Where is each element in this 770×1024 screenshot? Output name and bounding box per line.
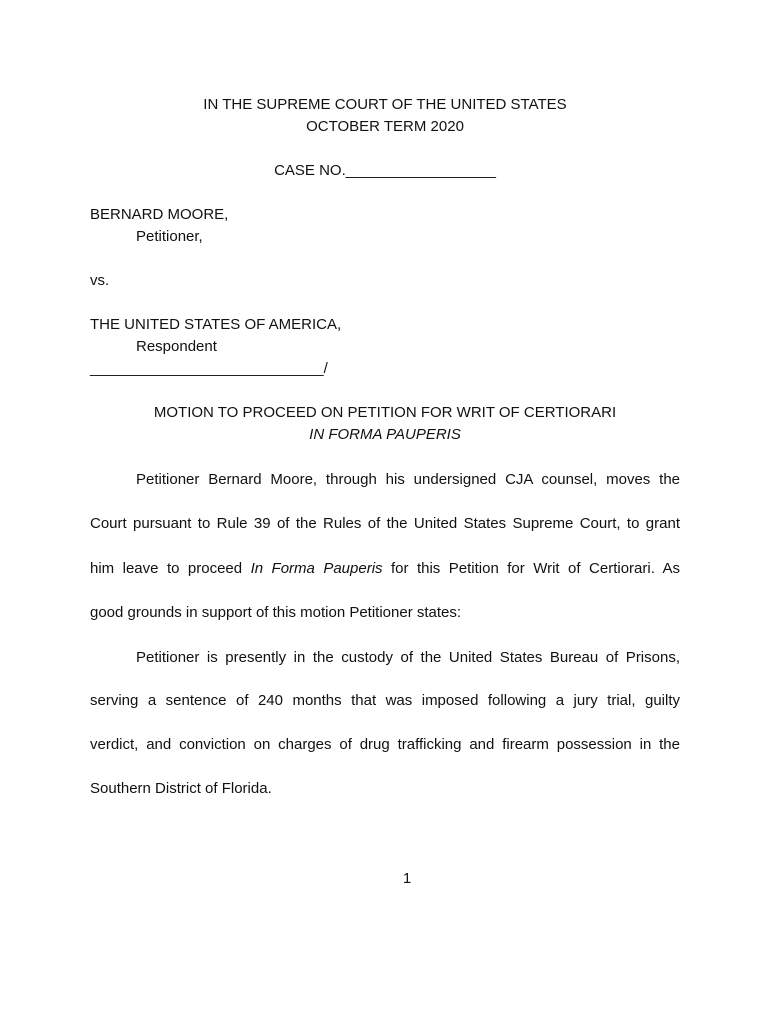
motion-subtitle: IN FORMA PAUPERIS [309,426,461,443]
paragraph-1-line-4: good grounds in support of this motion Petitioner states: [90,604,462,621]
term-heading: OCTOBER TERM 2020 [306,118,464,135]
paragraph-2-line-4: Southern District of Florida. [90,780,272,797]
court-heading: IN THE SUPREME COURT OF THE UNITED STATES [203,96,567,113]
paragraph-2-line-1: Petitioner is presently in the custody of the United States Bureau of Prisons, [136,649,680,666]
petitioner-name: BERNARD MOORE, [90,206,229,223]
paragraph-1-line-3-start: him leave to proceed [90,560,251,577]
petitioner-role: Petitioner, [136,228,203,245]
motion-title: MOTION TO PROCEED ON PETITION FOR WRIT OF CERTIORARI [153,404,617,421]
versus-label: vs. [90,272,110,289]
case-number: CASE NO.__________________ [274,162,496,179]
respondent-name: THE UNITED STATES OF AMERICA, [90,316,342,333]
paragraph-1-line-2: Court pursuant to Rule 39 of the Rules of the United States Supreme Court, to grant [90,515,680,532]
paragraph-1-line-3-end: for this Petition for Writ of Certiorari. As [382,560,680,577]
page-number: 1 [402,870,412,887]
paragraph-2-line-2: serving a sentence of 240 months that was imposed following a jury trial, guilty [90,692,680,709]
paragraph-1-line-1: Petitioner Bernard Moore, through his undersigned CJA counsel, moves the [136,471,680,488]
paragraph-2-line-3: verdict, and conviction on charges of drug trafficking and firearm possession in the [90,736,680,753]
in-forma-pauperis-italic: In Forma Pauperis [250,560,383,577]
caption-separator: ____________________________/ [90,360,328,377]
motion-subtitle-wrap [0,424,770,446]
respondent-role: Respondent [136,338,217,355]
paragraph-1-line-3 [90,558,680,580]
